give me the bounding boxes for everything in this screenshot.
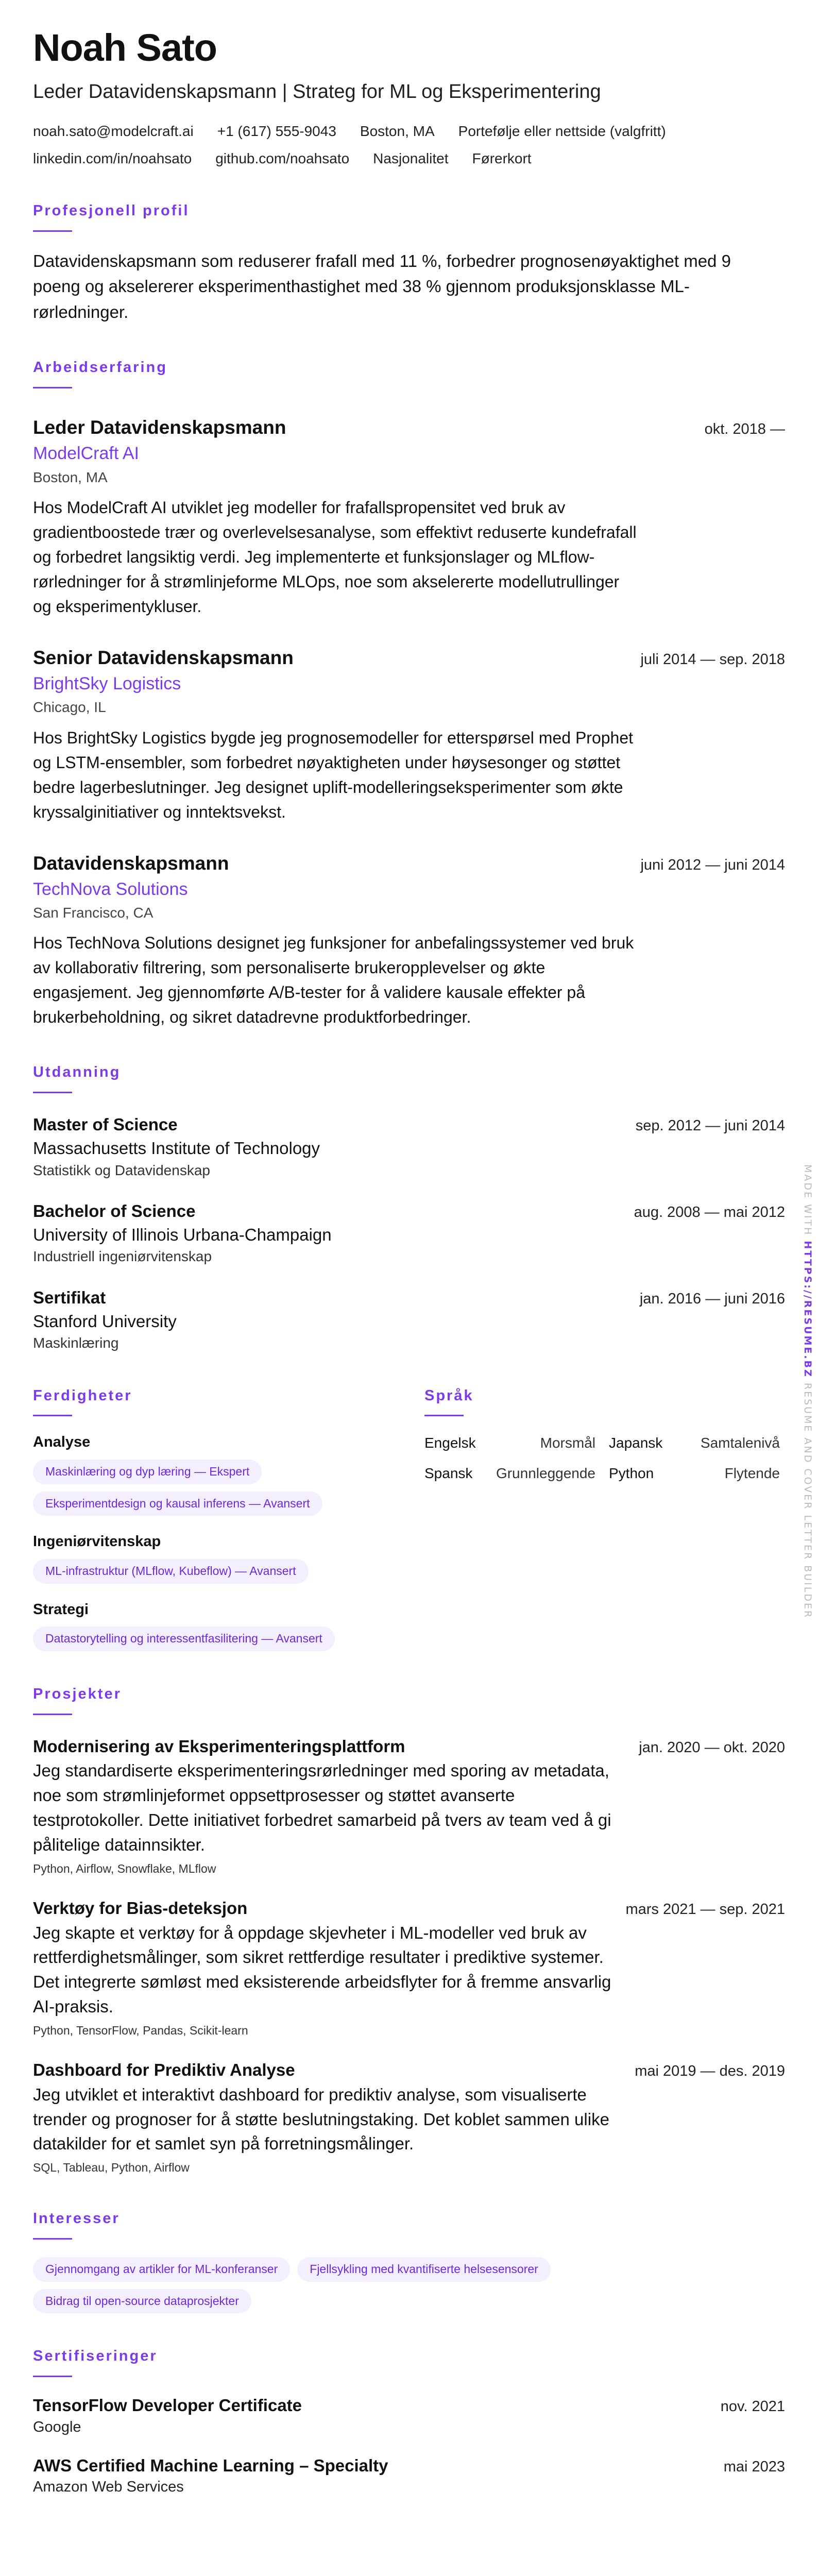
language-level: Samtalenivå: [700, 1435, 780, 1451]
project-date: mai 2019 — des. 2019: [635, 2062, 785, 2079]
interest-chip: Bidrag til open-source dataprosjekter: [33, 2289, 251, 2314]
job-company: BrightSky Logistics: [33, 674, 181, 694]
project-date: jan. 2020 — okt. 2020: [639, 1739, 785, 1756]
project-title: Modernisering av Eksperimenteringsplattform: [33, 1736, 405, 1756]
education-degree: Bachelor of Science: [33, 1201, 196, 1221]
skill-chip: Maskinlæring og dyp læring — Ekspert: [33, 1460, 262, 1484]
section-divider: [33, 2238, 72, 2240]
section-title: Språk: [424, 1387, 474, 1404]
resume-page: [33, 26, 785, 2497]
language-item: [609, 1464, 780, 1483]
education-degree: Master of Science: [33, 1115, 178, 1134]
contact-email[interactable]: noah.sato@modelcraft.ai: [33, 123, 194, 140]
interest-chip: Fjellsykling med kvantifiserte helsesensorer: [297, 2257, 551, 2282]
section-title: Profesjonell profil: [33, 202, 190, 219]
interests-section: [33, 2210, 785, 2313]
project-tech-stack: Python, TensorFlow, Pandas, Scikit-learn: [33, 2024, 248, 2038]
project-date: mars 2021 — sep. 2021: [625, 1901, 785, 1918]
language-level: Flytende: [724, 1465, 780, 1481]
certification-entry: [33, 2395, 785, 2437]
certification-name: AWS Certified Machine Learning – Specialty: [33, 2455, 388, 2475]
education-section: [33, 1063, 785, 1352]
contact-nationality: Nasjonalitet: [373, 150, 449, 166]
section-title: Prosjekter: [33, 1685, 122, 1702]
contact-phone[interactable]: +1 (617) 555-9043: [217, 123, 336, 140]
education-date: jan. 2016 — juni 2016: [639, 1290, 785, 1307]
languages-section: [424, 1387, 785, 1651]
certification-entry: [33, 2455, 785, 2498]
interest-chip: Gjennomgang av artikler for ML-konferanser: [33, 2257, 290, 2282]
language-item: [609, 1434, 780, 1452]
project-entry: [33, 1897, 785, 2039]
certification-date: mai 2023: [723, 2458, 785, 2475]
education-school: University of Illinois Urbana-Champaign: [33, 1225, 332, 1244]
section-title: Arbeidserfaring: [33, 359, 167, 376]
builder-badge-suffix: RESUME AND COVER LETTER BUILDER: [802, 1378, 813, 1619]
section-divider: [33, 1092, 72, 1093]
contact-location: Boston, MA: [360, 123, 435, 140]
skill-group: [33, 1433, 424, 1516]
project-title: Dashboard for Prediktiv Analyse: [33, 2060, 295, 2079]
certification-issuer: Amazon Web Services: [33, 2479, 184, 2496]
builder-badge: [797, 1164, 818, 1619]
skills-section: [33, 1387, 424, 1651]
project-entry: [33, 1736, 785, 1877]
language-name: Japansk: [609, 1435, 663, 1451]
section-title: Interesser: [33, 2210, 120, 2227]
education-degree: Sertifikat: [33, 1287, 106, 1307]
skill-group: [33, 1600, 424, 1651]
certification-name: TensorFlow Developer Certificate: [33, 2396, 302, 2415]
contact-linkedin[interactable]: linkedin.com/in/noahsato: [33, 150, 192, 166]
contact-drivers-license: Førerkort: [472, 150, 532, 166]
certification-date: nov. 2021: [720, 2398, 785, 2415]
education-entry: [33, 1114, 785, 1180]
project-description: Jeg standardiserte eksperimenteringsrørledninger med sporing av metadata, noe som strømlinjeformet oppsettprosesser og støttet avanserte testprotokoller. Dette initiativet forbedret samarbeid på tvers av team ved å gi pålitelige datainnsikter.: [33, 1761, 611, 1855]
language-item: [424, 1434, 595, 1452]
skill-group: [33, 1532, 424, 1583]
project-tech-stack: SQL, Tableau, Python, Airflow: [33, 2161, 190, 2175]
job-title: Leder Datavidenskapsmann: [33, 417, 286, 438]
builder-badge-text: [802, 1164, 813, 1619]
education-entry: [33, 1287, 785, 1353]
project-title: Verktøy for Bias-deteksjon: [33, 1898, 248, 1918]
contact-portfolio[interactable]: Portefølje eller nettside (valgfritt): [458, 123, 666, 140]
candidate-headline: Leder Datavidenskapsmann | Strateg for ML og Eksperimentering: [33, 81, 601, 103]
job-title: Datavidenskapsmann: [33, 852, 229, 874]
language-level: Grunnleggende: [496, 1465, 595, 1481]
job-company: ModelCraft AI: [33, 444, 139, 464]
language-name: Python: [609, 1465, 654, 1481]
skill-chips: [33, 1626, 424, 1651]
education-school: Stanford University: [33, 1311, 177, 1331]
job-entry: [33, 415, 785, 619]
skill-category: Strategi: [33, 1601, 89, 1618]
project-description: Jeg utviklet et interaktivt dashboard for prediktiv analyse, som visualiserte trender og prognoser for å støtte beslutningstaking. Det koblet sammen ulike datakilder for et samlet syn på forretningsmålinger.: [33, 2084, 609, 2154]
education-field: Industriell ingeniørvitenskap: [33, 1248, 212, 1265]
skill-chips: [33, 1460, 424, 1516]
section-divider: [33, 1714, 72, 1715]
interest-chips: [33, 2257, 630, 2313]
section-divider: [424, 1415, 464, 1416]
language-item: [424, 1464, 595, 1483]
job-date: juni 2012 — juni 2014: [640, 856, 785, 873]
contact-info: [33, 122, 785, 168]
job-description: Hos BrightSky Logistics bygde jeg prognosemodeller for etterspørsel med Prophet og LSTM-ensembler, som forbedret nøyaktigheten under høysesonger og støttet bedre lagerbeslutninger. Jeg designet uplift-modelleringseksperimenter som økte kryssalginitiativer og inntektsvekst.: [33, 728, 634, 821]
job-description: Hos ModelCraft AI utviklet jeg modeller for frafallspropensitet ved bruk av gradientboostede trær og overlevelsesanalyse, som effektivt reduserte kundefrafall og forbedret langsiktig verdi. Jeg implementerte et funksjonslager og MLflow-rørledninger for å strømlinjeforme MLOps, noe som akselererte modellutrullinger og eksperimentykluser.: [33, 498, 637, 616]
job-title: Senior Datavidenskapsmann: [33, 647, 294, 668]
education-date: sep. 2012 — juni 2014: [635, 1117, 785, 1134]
skill-chip: Eksperimentdesign og kausal inferens — Avansert: [33, 1492, 322, 1516]
builder-badge-link[interactable]: HTTPS://RESUME.BZ: [802, 1241, 813, 1378]
education-date: aug. 2008 — mai 2012: [634, 1204, 785, 1221]
job-location: Boston, MA: [33, 469, 108, 485]
candidate-name: Noah Sato: [33, 26, 217, 69]
language-name: Spansk: [424, 1465, 473, 1481]
job-location: San Francisco, CA: [33, 904, 154, 921]
section-divider: [33, 230, 72, 232]
job-date: juli 2014 — sep. 2018: [640, 651, 785, 668]
section-divider: [33, 2376, 72, 2377]
profile-section: [33, 202, 785, 325]
education-field: Maskinlæring: [33, 1335, 119, 1351]
experience-section: [33, 359, 785, 1029]
language-level: Morsmål: [540, 1435, 595, 1451]
project-entry: [33, 2059, 785, 2176]
section-title: Sertifiseringer: [33, 2348, 158, 2365]
profile-summary: Datavidenskapsmann som reduserer frafall med 11 %, forbedrer prognosenøyaktighet med 9 poeng og akselererer eksperimenthastighet med 38 % gjennom produksjonsklasse ML-rørledninger.: [33, 251, 731, 321]
project-tech-stack: Python, Airflow, Snowflake, MLflow: [33, 1861, 216, 1875]
section-title: Ferdigheter: [33, 1387, 132, 1404]
section-title: Utdanning: [33, 1064, 121, 1081]
resume-header: [33, 26, 785, 168]
education-entry: [33, 1200, 785, 1266]
job-location: Chicago, IL: [33, 699, 106, 716]
skill-category: Analyse: [33, 1434, 91, 1451]
certification-issuer: Google: [33, 2418, 81, 2435]
skill-chip: Datastorytelling og interessentfasilitering — Avansert: [33, 1626, 335, 1651]
education-field: Statistikk og Datavidenskap: [33, 1162, 210, 1178]
skill-chips: [33, 1559, 424, 1584]
section-divider: [33, 387, 72, 388]
section-divider: [33, 1415, 72, 1416]
education-school: Massachusetts Institute of Technology: [33, 1138, 320, 1158]
language-name: Engelsk: [424, 1435, 476, 1451]
job-entry: [33, 646, 785, 824]
job-company: TechNova Solutions: [33, 879, 188, 899]
skill-chip: ML-infrastruktur (MLflow, Kubeflow) — Avansert: [33, 1559, 309, 1584]
project-description: Jeg skapte et verktøy for å oppdage skjevheter i ML-modeller ved bruk av rettferdighetsmålinger, som sikret rettferdige resultater i prediktive systemer. Det integrerte sømløst med eksisterende arbeidsflyter for å fremme ansvarlig AI-praksis.: [33, 1923, 611, 2016]
job-description: Hos TechNova Solutions designet jeg funksjoner for anbefalingssystemer ved bruk av kollaborativ filtrering, som personaliserte brukeropplevelser og økte engasjement. Jeg gjennomførte A/B-tester for å validere kausale effekter på brukerbeholdning, og sikret datadrevne produktforbedringer.: [33, 934, 634, 1027]
builder-badge-prefix: MADE WITH: [802, 1164, 813, 1241]
language-list: [424, 1434, 780, 1483]
skills-languages-row: [33, 1387, 785, 1651]
projects-section: [33, 1685, 785, 2176]
job-entry: [33, 851, 785, 1030]
skill-category: Ingeniørvitenskap: [33, 1533, 161, 1550]
certifications-section: [33, 2347, 785, 2497]
contact-github[interactable]: github.com/noahsato: [215, 150, 350, 166]
job-date: okt. 2018 —: [704, 421, 785, 438]
